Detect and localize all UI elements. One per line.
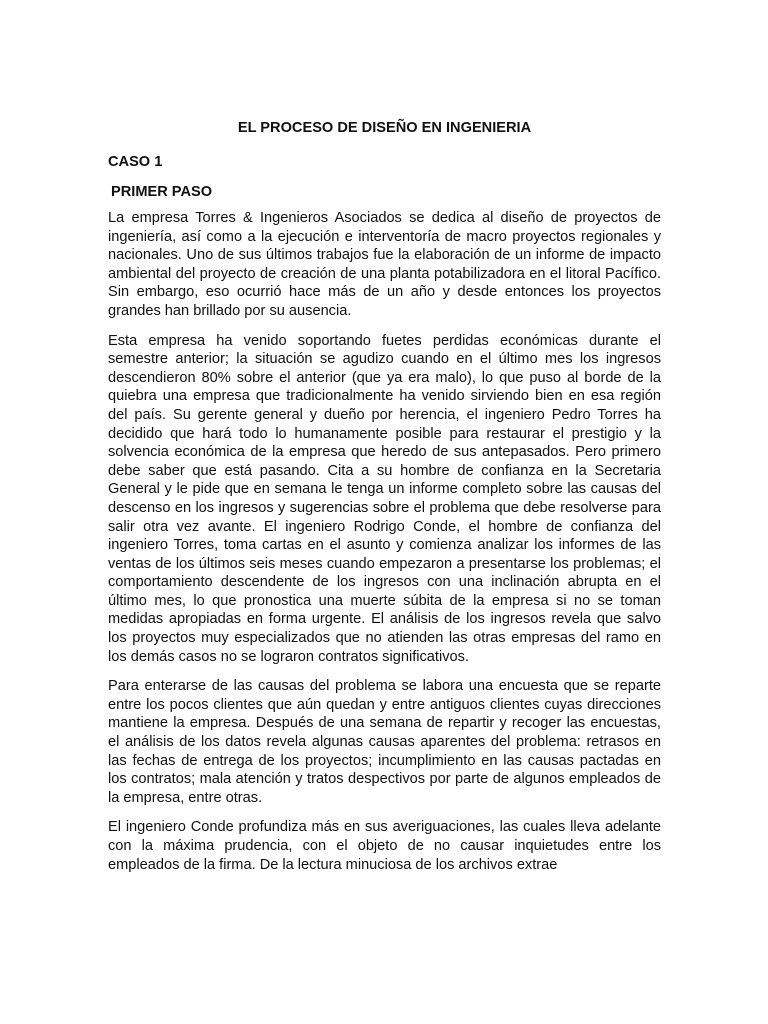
step-heading: PRIMER PASO (111, 184, 213, 200)
paragraph-3: Para enterarse de las causas del problema se labora una encuesta que se reparte entre los pocos clientes que aún quedan y entre antiguos clientes cuyas direcciones mantiene la empresa. Después de una semana de repartir y recoger las encuestas, el análisis de los datos revela algunas causas aparentes del problema: retrasos en las fechas de entrega de los proyectos; incumplimiento en las causas pactadas en los contratos; mala atención y tratos despectivos por parte de algunos empleados de la empresa, entre otras. (108, 678, 661, 806)
paragraph-2: Esta empresa ha venido soportando fuetes perdidas económicas durante el semestre anterior; la situación se agudizo cuando en el último mes los ingresos descendieron 80% sobre el anterior (que ya era malo), lo que puso al borde de la quiebra una empresa que tradicionalmente ha venido sirviendo bien en esa región del país. Su gerente general y dueño por herencia, el ingeniero Pedro Torres ha decidido que hará todo lo humanamente posible para restaurar el prestigio y la solvencia económica de la empresa que heredo de sus antepasados. Pero primero debe saber que está pasando. Cita a su hombre de confianza en la Secretaria General y le pide que en semana le tenga un informe completo sobre las causas del descenso en los ingresos y sugerencias sobre el problema que debe resolverse para salir otra vez avante. El ingeniero Rodrigo Conde, el hombre de confianza del ingeniero Torres, toma cartas en el asunto y comienza analizar los informes de las ventas de los últimos seis meses cuando empezaron a presentarse los problemas; el comportamiento descendente de los ingresos con una inclinación abrupta en el último mes, lo que pronostica una muerte súbita de la empresa si no se toman medidas apropiadas en forma urgente. El análisis de los ingresos revela que salvo los proyectos muy especializados que no atienden las otras empresas del ramo en los demás casos no se lograron contratos significativos. (108, 332, 661, 665)
case-heading: CASO 1 (108, 154, 163, 170)
paragraph-1: La empresa Torres & Ingenieros Asociados se dedica al diseño de proyectos de ingeniería, así como a la ejecución e interventoría de macro proyectos regionales y nacionales. Uno de sus últimos trabajos fue la elaboración de un informe de impacto ambiental del proyecto de creación de una planta potabilizadora en el litoral Pacífico. Sin embargo, eso ocurrió hace más de un año y desde entonces los proyectos grandes han brillado por su ausencia. (108, 210, 661, 319)
document-title: EL PROCESO DE DISEÑO EN INGENIERIA (237, 120, 532, 136)
document-page (108, 118, 661, 874)
paragraph-4: El ingeniero Conde profundiza más en sus averiguaciones, las cuales lleva adelante con la máxima prudencia, con el objeto de no causar inquietudes entre los empleados de la firma. De la lectura minuciosa de los archivos extrae (108, 819, 661, 873)
